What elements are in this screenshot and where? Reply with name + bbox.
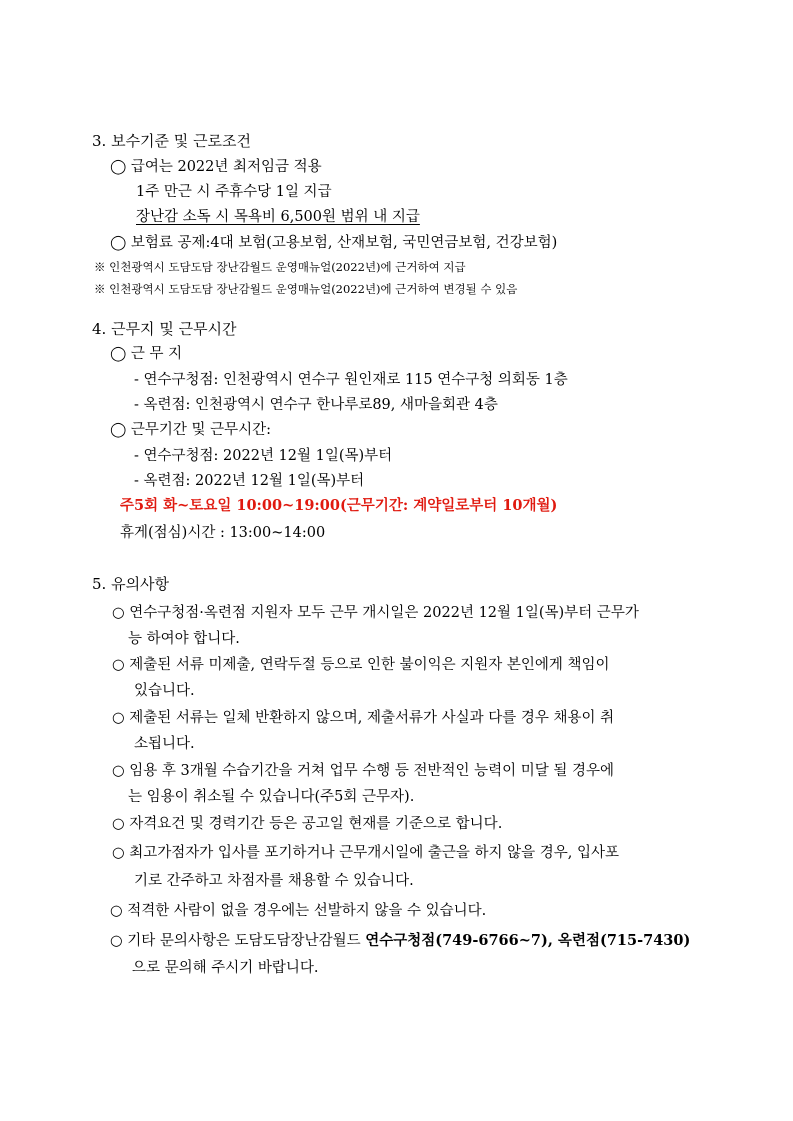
contact-prefix: ○ 기타 문의사항은 도담도담장난감월드 [110, 933, 366, 949]
workplace-okryeon: - 옥련점: 인천광역시 연수구 한나루로89, 새마을회관 4층 [134, 397, 498, 413]
work-hours-highlight: 주5회 화~토요일 10:00~19:00(근무기간: 계약일로부터 10개월) [120, 497, 558, 514]
bath-allowance-line: 장난감 소독 시 목욕비 6,500원 범위 내 지급 [136, 209, 420, 225]
note-criteria: ○ 자격요건 및 경력기간 등은 공고일 현재를 기준으로 합니다. [112, 816, 503, 832]
contact-numbers: 연수구청점(749-6766~7), 옥련점(715-7430) [365, 932, 691, 949]
section-4-heading: 4. 근무지 및 근무시간 [92, 320, 237, 338]
note-responsibility-cont: 있습니다. [134, 683, 195, 699]
note-no-candidate: ○ 적격한 사람이 없을 경우에는 선발하지 않을 수 있습니다. [110, 903, 487, 919]
note-probation-cont: 는 임용이 취소될 수 있습니다(주5회 근무자). [128, 789, 415, 805]
note-top-scorer: ○ 최고가점자가 입사를 포기하거나 근무개시일에 출근을 하지 않을 경우, 입사포 [112, 845, 619, 861]
note-start-date: ○ 연수구청점·옥련점 지원자 모두 근무 개시일은 2022년 12월 1일(목)부터 근무가 [112, 605, 639, 621]
insurance-line: ◯ 보험료 공제:4대 보험(고용보험, 산재보험, 국민연금보험, 건강보험) [110, 235, 558, 251]
period-okryeon: - 옥련점: 2022년 12월 1일(목)부터 [134, 473, 365, 489]
contact-line-cont: 으로 문의해 주시기 바랍니다. [132, 960, 319, 976]
contact-line [110, 934, 690, 949]
section-5-heading: 5. 유의사항 [92, 575, 170, 593]
salary-line: ◯ 급여는 2022년 최저임금 적용 [110, 159, 322, 175]
weekly-allowance-line: 1주 만근 시 주휴수당 1일 지급 [136, 184, 332, 200]
note-documents: ○ 제출된 서류는 일체 반환하지 않으며, 제출서류가 사실과 다를 경우 채용이 취 [112, 710, 615, 726]
break-time: 휴게(점심)시간 : 13:00~14:00 [120, 525, 326, 541]
workplace-label: ◯ 근 무 지 [110, 346, 183, 362]
note-pay: ※ 인천광역시 도담도담 장난감월드 운영매뉴얼(2022년)에 근거하여 지급 [94, 260, 466, 274]
note-probation: ○ 임용 후 3개월 수습기간을 거쳐 업무 수행 등 전반적인 능력이 미달 될 경우에 [112, 763, 615, 779]
note-change: ※ 인천광역시 도담도담 장난감월드 운영매뉴얼(2022년)에 근거하여 변경될 수 있음 [94, 282, 518, 296]
period-label: ◯ 근무기간 및 근무시간: [110, 422, 272, 438]
note-documents-cont: 소됩니다. [134, 736, 195, 752]
period-yeonsu: - 연수구청점: 2022년 12월 1일(목)부터 [134, 448, 393, 464]
note-start-date-cont: 능 하여야 합니다. [128, 631, 240, 647]
workplace-yeonsu: - 연수구청점: 인천광역시 연수구 원인재로 115 연수구청 의회동 1층 [134, 372, 568, 388]
note-top-scorer-cont: 기로 간주하고 차점자를 채용할 수 있습니다. [134, 873, 414, 889]
section-3-heading: 3. 보수기준 및 근로조건 [92, 132, 252, 150]
note-responsibility: ○ 제출된 서류 미제출, 연락두절 등으로 인한 불이익은 지원자 본인에게 책임이 [112, 657, 610, 673]
